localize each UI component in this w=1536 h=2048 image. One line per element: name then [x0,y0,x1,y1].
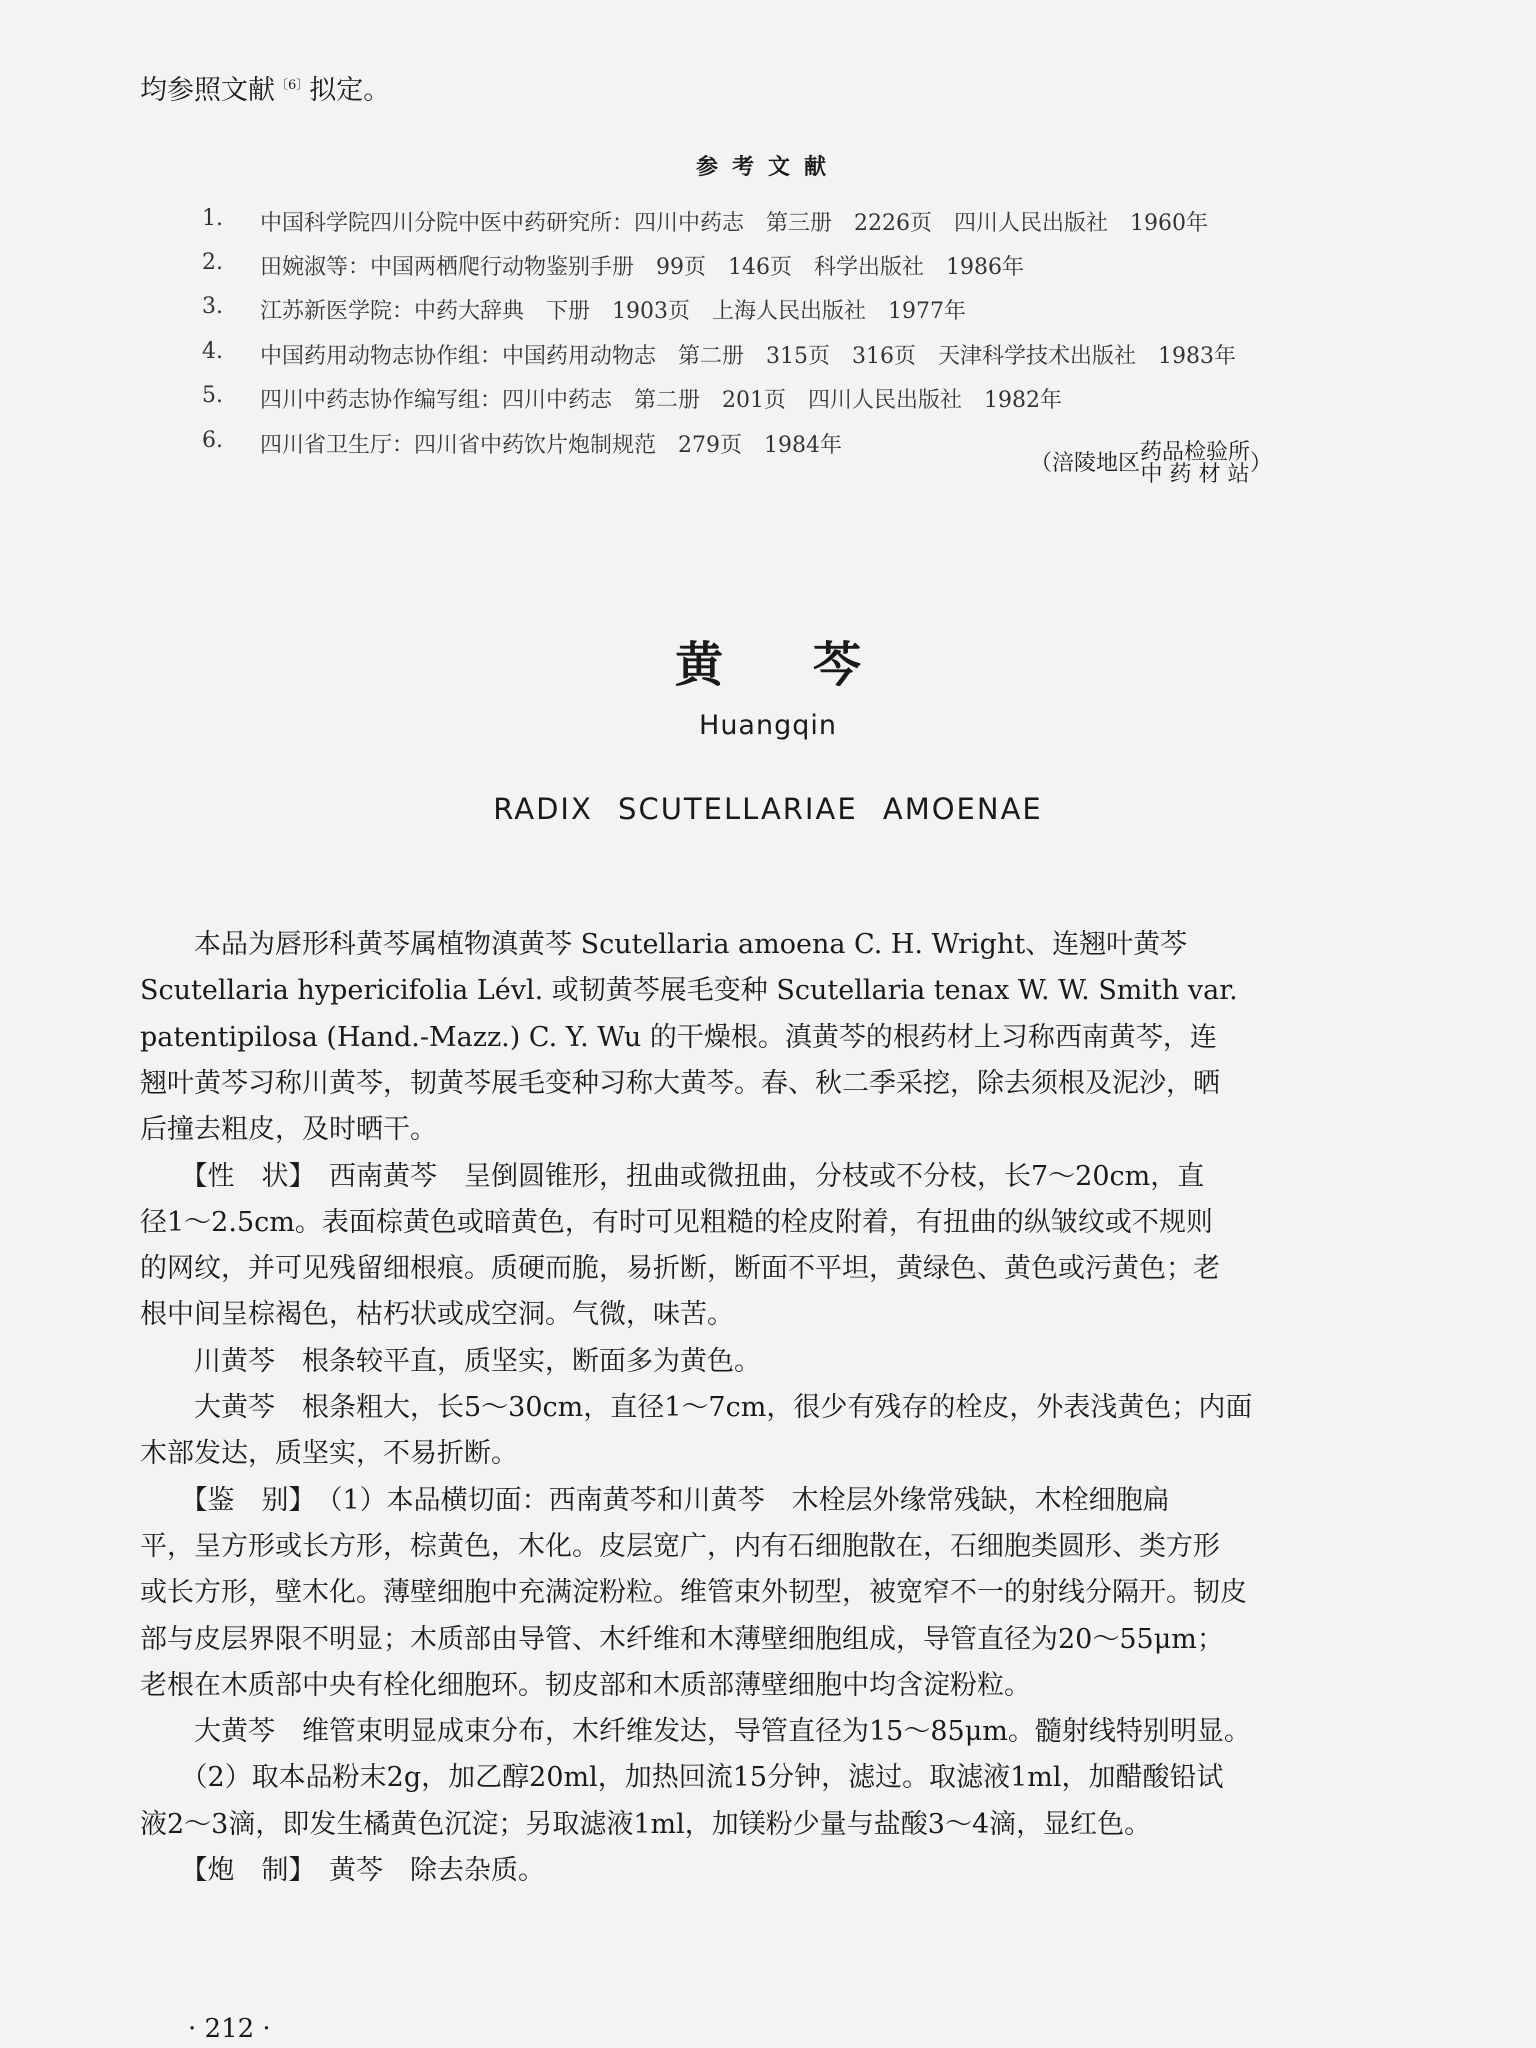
reference-text: 四川省卫生厅：四川省中药饮片炮制规范 279页 1984年 [260,433,842,458]
body-line: 根中间呈棕褐色，枯朽状或成空洞。气微，味苦。 [140,1299,734,1330]
reference-text: 中国药用动物志协作组：中国药用动物志 第二册 315页 316页 天津科学技术出版社 1983年 [260,344,1236,369]
body-line: 大黄芩 根条粗大，长5～30cm，直径1～7cm，很少有残存的栓皮，外表浅黄色；内面 [140,1392,1253,1423]
reference-number: 3. [202,294,223,319]
reference-number: 2. [202,250,223,275]
monograph-title: 黄芩 [674,637,951,693]
reference-number: 4. [202,339,223,364]
pinyin-name: Huangqin [699,710,837,741]
body-line: 径1～2.5cm。表面棕黄色或暗黄色，有时可见粗糙的栓皮附着，有扭曲的纵皱纹或不规则 [140,1207,1213,1238]
body-line: 老根在木质部中央有栓化细胞环。韧皮部和木质部薄壁细胞中均含淀粉粒。 [140,1670,1031,1701]
body-line: 川黄芩 根条较平直，质坚实，断面多为黄色。 [140,1346,761,1377]
body-line: 平，呈方形或长方形，棕黄色，木化。皮层宽广，内有石细胞散在，石细胞类圆形、类方形 [140,1531,1220,1562]
body-line: 部与皮层界限不明显；木质部由导管、木纤维和木薄壁细胞组成，导管直径为20～55μm； [140,1624,1224,1655]
body-line: 【性 状】 西南黄芩 呈倒圆锥形，扭曲或微扭曲，分枝或不分枝，长7～20cm，直 [140,1161,1205,1192]
body-line: （2）取本品粉末2g，加乙醇20ml，加热回流15分钟，滤过。取滤液1ml，加醋酸铅试 [140,1762,1224,1793]
reference-number: 1. [202,206,223,231]
affiliation: （涪陵地区药品检验所 中 药 材 站） [1030,440,1273,487]
latin-name: RADIX SCUTELLARIAE AMOENAE [493,792,1043,826]
body-line: Scutellaria hypericifolia Lévl. 或韧黄芩展毛变种 Scutellaria tenax W. W. Smith var. [140,975,1238,1006]
page-number: · 212 · [188,2014,271,2044]
reference-text: 田婉淑等：中国两栖爬行动物鉴别手册 99页 146页 科学出版社 1986年 [260,255,1024,280]
body-line: 后撞去粗皮，及时晒干。 [140,1114,437,1145]
body-line: 大黄芩 维管束明显成束分布，木纤维发达，导管直径为15～85μm。髓射线特别明显。 [140,1716,1251,1747]
body-line: 或长方形，壁木化。薄壁细胞中充满淀粉粒。维管束外韧型，被宽窄不一的射线分隔开。韧皮 [140,1577,1247,1608]
affiliation-line-2: 中 药 材 站 [1140,462,1250,487]
top-line: 均参照文献$^{〔6〕}$拟定。 [140,75,391,106]
body-line: 【鉴 别】 （1）本品横切面：西南黄芩和川黄芩 木栓层外缘常残缺，木栓细胞扁 [140,1485,1170,1516]
citation-superscript: 〔6〕 [275,78,310,93]
reference-text: 江苏新医学院：中药大辞典 下册 1903页 上海人民出版社 1977年 [260,299,966,324]
body-line: patentipilosa (Hand.-Mazz.) C. Y. Wu 的干燥根。滇黄芩的根药材上习称西南黄芩，连 [140,1022,1217,1053]
affiliation-line-1: 药品检验所 [1140,440,1251,465]
reference-number: 6. [202,428,223,453]
body-line: 【炮 制】 黄芩 除去杂质。 [140,1855,545,1886]
references-heading: 参考文献 [695,154,840,180]
reference-text: 四川中药志协作编写组：四川中药志 第二册 201页 四川人民出版社 1982年 [260,388,1062,413]
body-line: 木部发达，质坚实，不易折断。 [140,1438,518,1469]
body-line: 翘叶黄芩习称川黄芩，韧黄芩展毛变种习称大黄芩。春、秋二季采挖，除去须根及泥沙，晒 [140,1068,1220,1099]
body-line: 的网纹，并可见残留细根痕。质硬而脆，易折断，断面不平坦，黄绿色、黄色或污黄色；老 [140,1253,1220,1284]
body-line: 本品为唇形科黄芩属植物滇黄芩 Scutellaria amoena C. H. Wright、连翘叶黄芩 [140,929,1188,960]
body-line: 液2～3滴，即发生橘黄色沉淀；另取滤液1ml，加镁粉少量与盐酸3～4滴，显红色。 [140,1809,1152,1840]
reference-number: 5. [202,383,223,408]
reference-text: 中国科学院四川分院中医中药研究所：四川中药志 第三册 2226页 四川人民出版社 1960年 [260,211,1208,236]
